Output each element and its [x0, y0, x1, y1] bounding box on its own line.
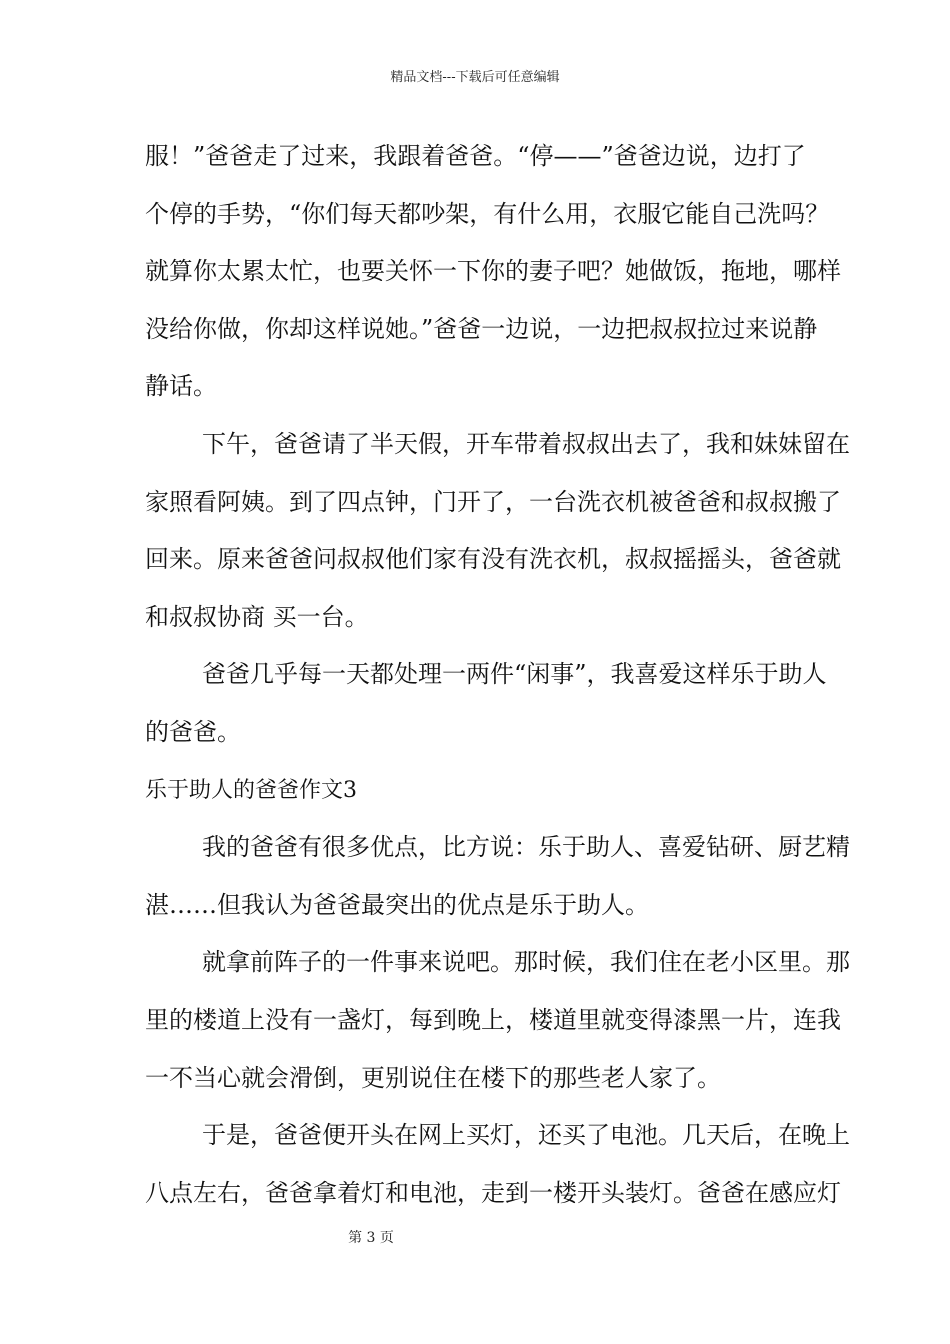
- section-title: 乐于助人的爸爸作文3: [145, 777, 357, 803]
- text-line: 下午，爸爸请了半天假，开车带着叔叔出去了，我和妹妹留在: [202, 429, 850, 458]
- text-line: 湛……但我认为爸爸最突出的优点是乐于助人。: [145, 890, 649, 919]
- text-line: 静话。: [145, 372, 217, 401]
- text-line: 没给你做，你却这样说她。”爸爸一边说，一边把叔叔拉过来说静: [145, 314, 818, 343]
- text-line: 八点左右，爸爸拿着灯和电池，走到一楼开头装灯。爸爸在感应灯: [145, 1178, 841, 1207]
- text-line: 就算你太累太忙，也要关怀一下你的妻子吧？她做饭，拖地，哪样: [145, 257, 841, 286]
- text-line: 家照看阿姨。到了四点钟，门开了，一台洗衣机被爸爸和叔叔搬了: [145, 487, 841, 516]
- text-line: 我的爸爸有很多优点，比方说：乐于助人、喜爱钻研、厨艺精: [202, 833, 850, 862]
- page-header: 精品文档---下载后可任意编辑: [390, 70, 560, 85]
- text-line: 一不当心就会滑倒，更别说住在楼下的那些老人家了。: [145, 1063, 721, 1092]
- text-line: 里的楼道上没有一盏灯，每到晚上，楼道里就变得漆黑一片，连我: [145, 1005, 841, 1034]
- page-number: 第 3 页: [348, 1230, 394, 1246]
- text-line: 服！”爸爸走了过来，我跟着爸爸。“停——”爸爸边说，边打了: [145, 142, 806, 170]
- text-line: 个停的手势，“你们每天都吵架，有什么用，衣服它能自己洗吗？: [145, 199, 830, 228]
- text-line: 于是，爸爸便开头在网上买灯，还买了电池。几天后，在晚上: [202, 1121, 850, 1150]
- text-line: 就拿前阵子的一件事来说吧。那时候，我们住在老小区里。那: [202, 948, 850, 977]
- text-line: 的爸爸。: [145, 717, 241, 746]
- document-body: [145, 128, 850, 1222]
- text-line: 爸爸几乎每一天都处理一两件“闲事”，我喜爱这样乐于助人: [202, 660, 827, 689]
- text-line: 回来。原来爸爸问叔叔他们家有没有洗衣机，叔叔摇摇头，爸爸就: [145, 545, 841, 574]
- text-line: 和叔叔协商 买一台。: [145, 602, 369, 631]
